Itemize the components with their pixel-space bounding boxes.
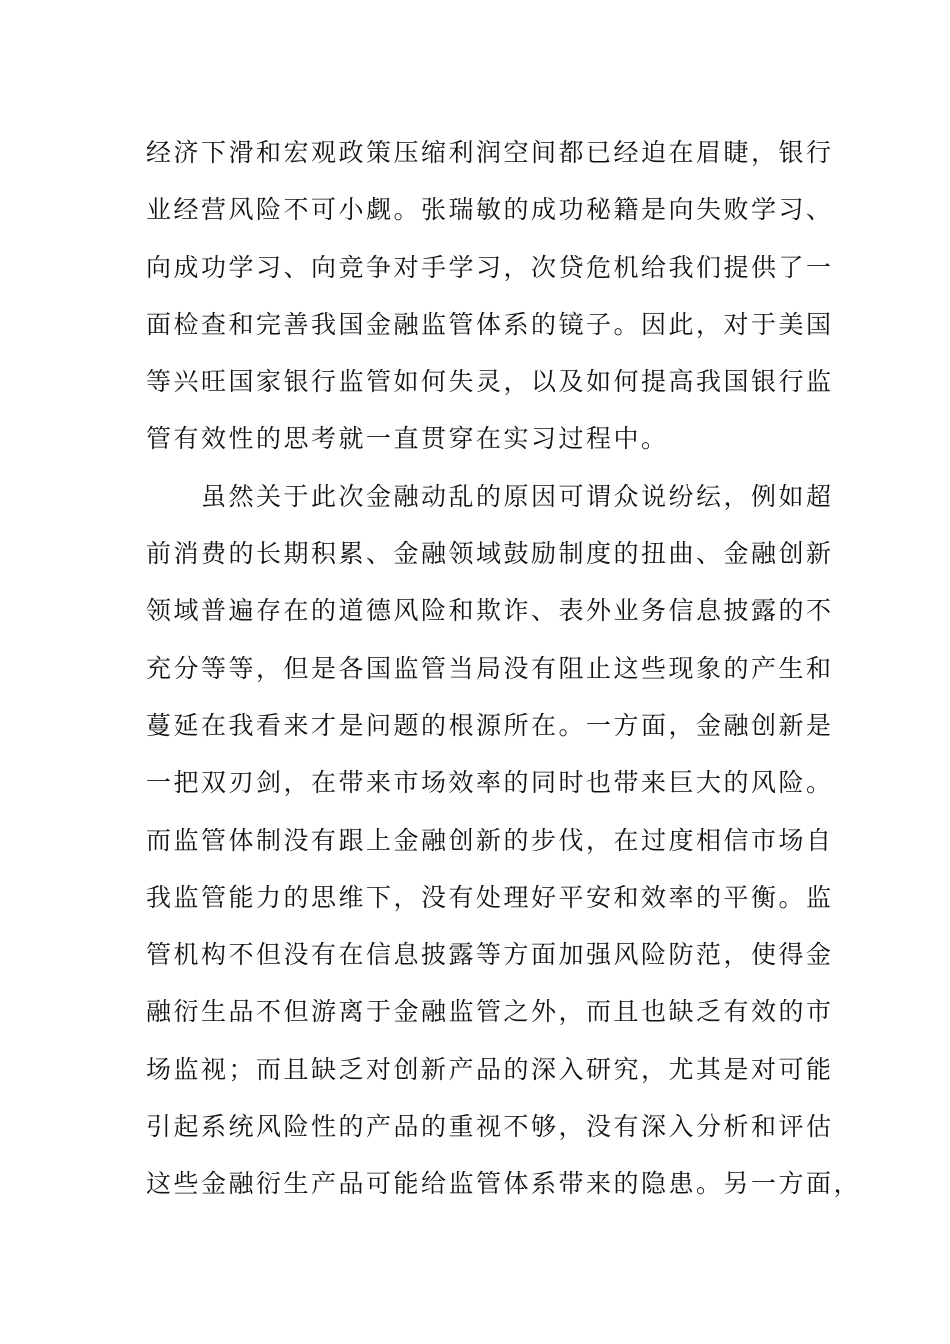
text-line: 我监管能力的思维下，没有处理好平安和效率的平衡。监 bbox=[146, 882, 834, 912]
text-line: 融衍生品不但游离于金融监管之外，而且也缺乏有效的市 bbox=[146, 997, 834, 1027]
text-line: 向成功学习、向竞争对手学习，次贷危机给我们提供了一 bbox=[146, 252, 834, 282]
text-line: 而监管体制没有跟上金融创新的步伐，在过度相信市场自 bbox=[146, 825, 834, 855]
text-line: 场监视；而且缺乏对创新产品的深入研究，尤其是对可能 bbox=[146, 1054, 834, 1084]
text-line: 前消费的长期积累、金融领域鼓励制度的扭曲、金融创新 bbox=[146, 539, 834, 569]
text-line: 等兴旺国家银行监管如何失灵，以及如何提高我国银行监 bbox=[146, 367, 834, 397]
text-line: 管有效性的思考就一直贯穿在实习过程中。 bbox=[146, 424, 669, 454]
text-line: 经济下滑和宏观政策压缩利润空间都已经迫在眉睫，银行 bbox=[146, 138, 834, 167]
text-line: 引起系统风险性的产品的重视不够，没有深入分析和评估 bbox=[146, 1112, 834, 1142]
paragraph-2 bbox=[146, 468, 862, 1213]
paragraph-1 bbox=[146, 124, 834, 468]
text-line: 蔓延在我看来才是问题的根源所在。一方面，金融创新是 bbox=[146, 710, 834, 740]
body-text bbox=[146, 124, 862, 1213]
text-line: 一把双刃剑，在带来市场效率的同时也带来巨大的风险。 bbox=[146, 768, 834, 798]
text-line: 充分等等，但是各国监管当局没有阻止这些现象的产生和 bbox=[146, 653, 834, 683]
text-line: 这些金融衍生产品可能给监管体系带来的隐患。另一方面， bbox=[146, 1169, 862, 1199]
text-line: 领域普遍存在的道德风险和欺诈、表外业务信息披露的不 bbox=[146, 596, 834, 626]
text-line: 业经营风险不可小觑。张瑞敏的成功秘籍是向失败学习、 bbox=[146, 195, 834, 225]
text-line: 管机构不但没有在信息披露等方面加强风险防范，使得金 bbox=[146, 940, 834, 970]
text-line: 面检查和完善我国金融监管体系的镜子。因此，对于美国 bbox=[146, 309, 834, 339]
text-line: 虽然关于此次金融动乱的原因可谓众说纷纭，例如超 bbox=[146, 481, 834, 511]
